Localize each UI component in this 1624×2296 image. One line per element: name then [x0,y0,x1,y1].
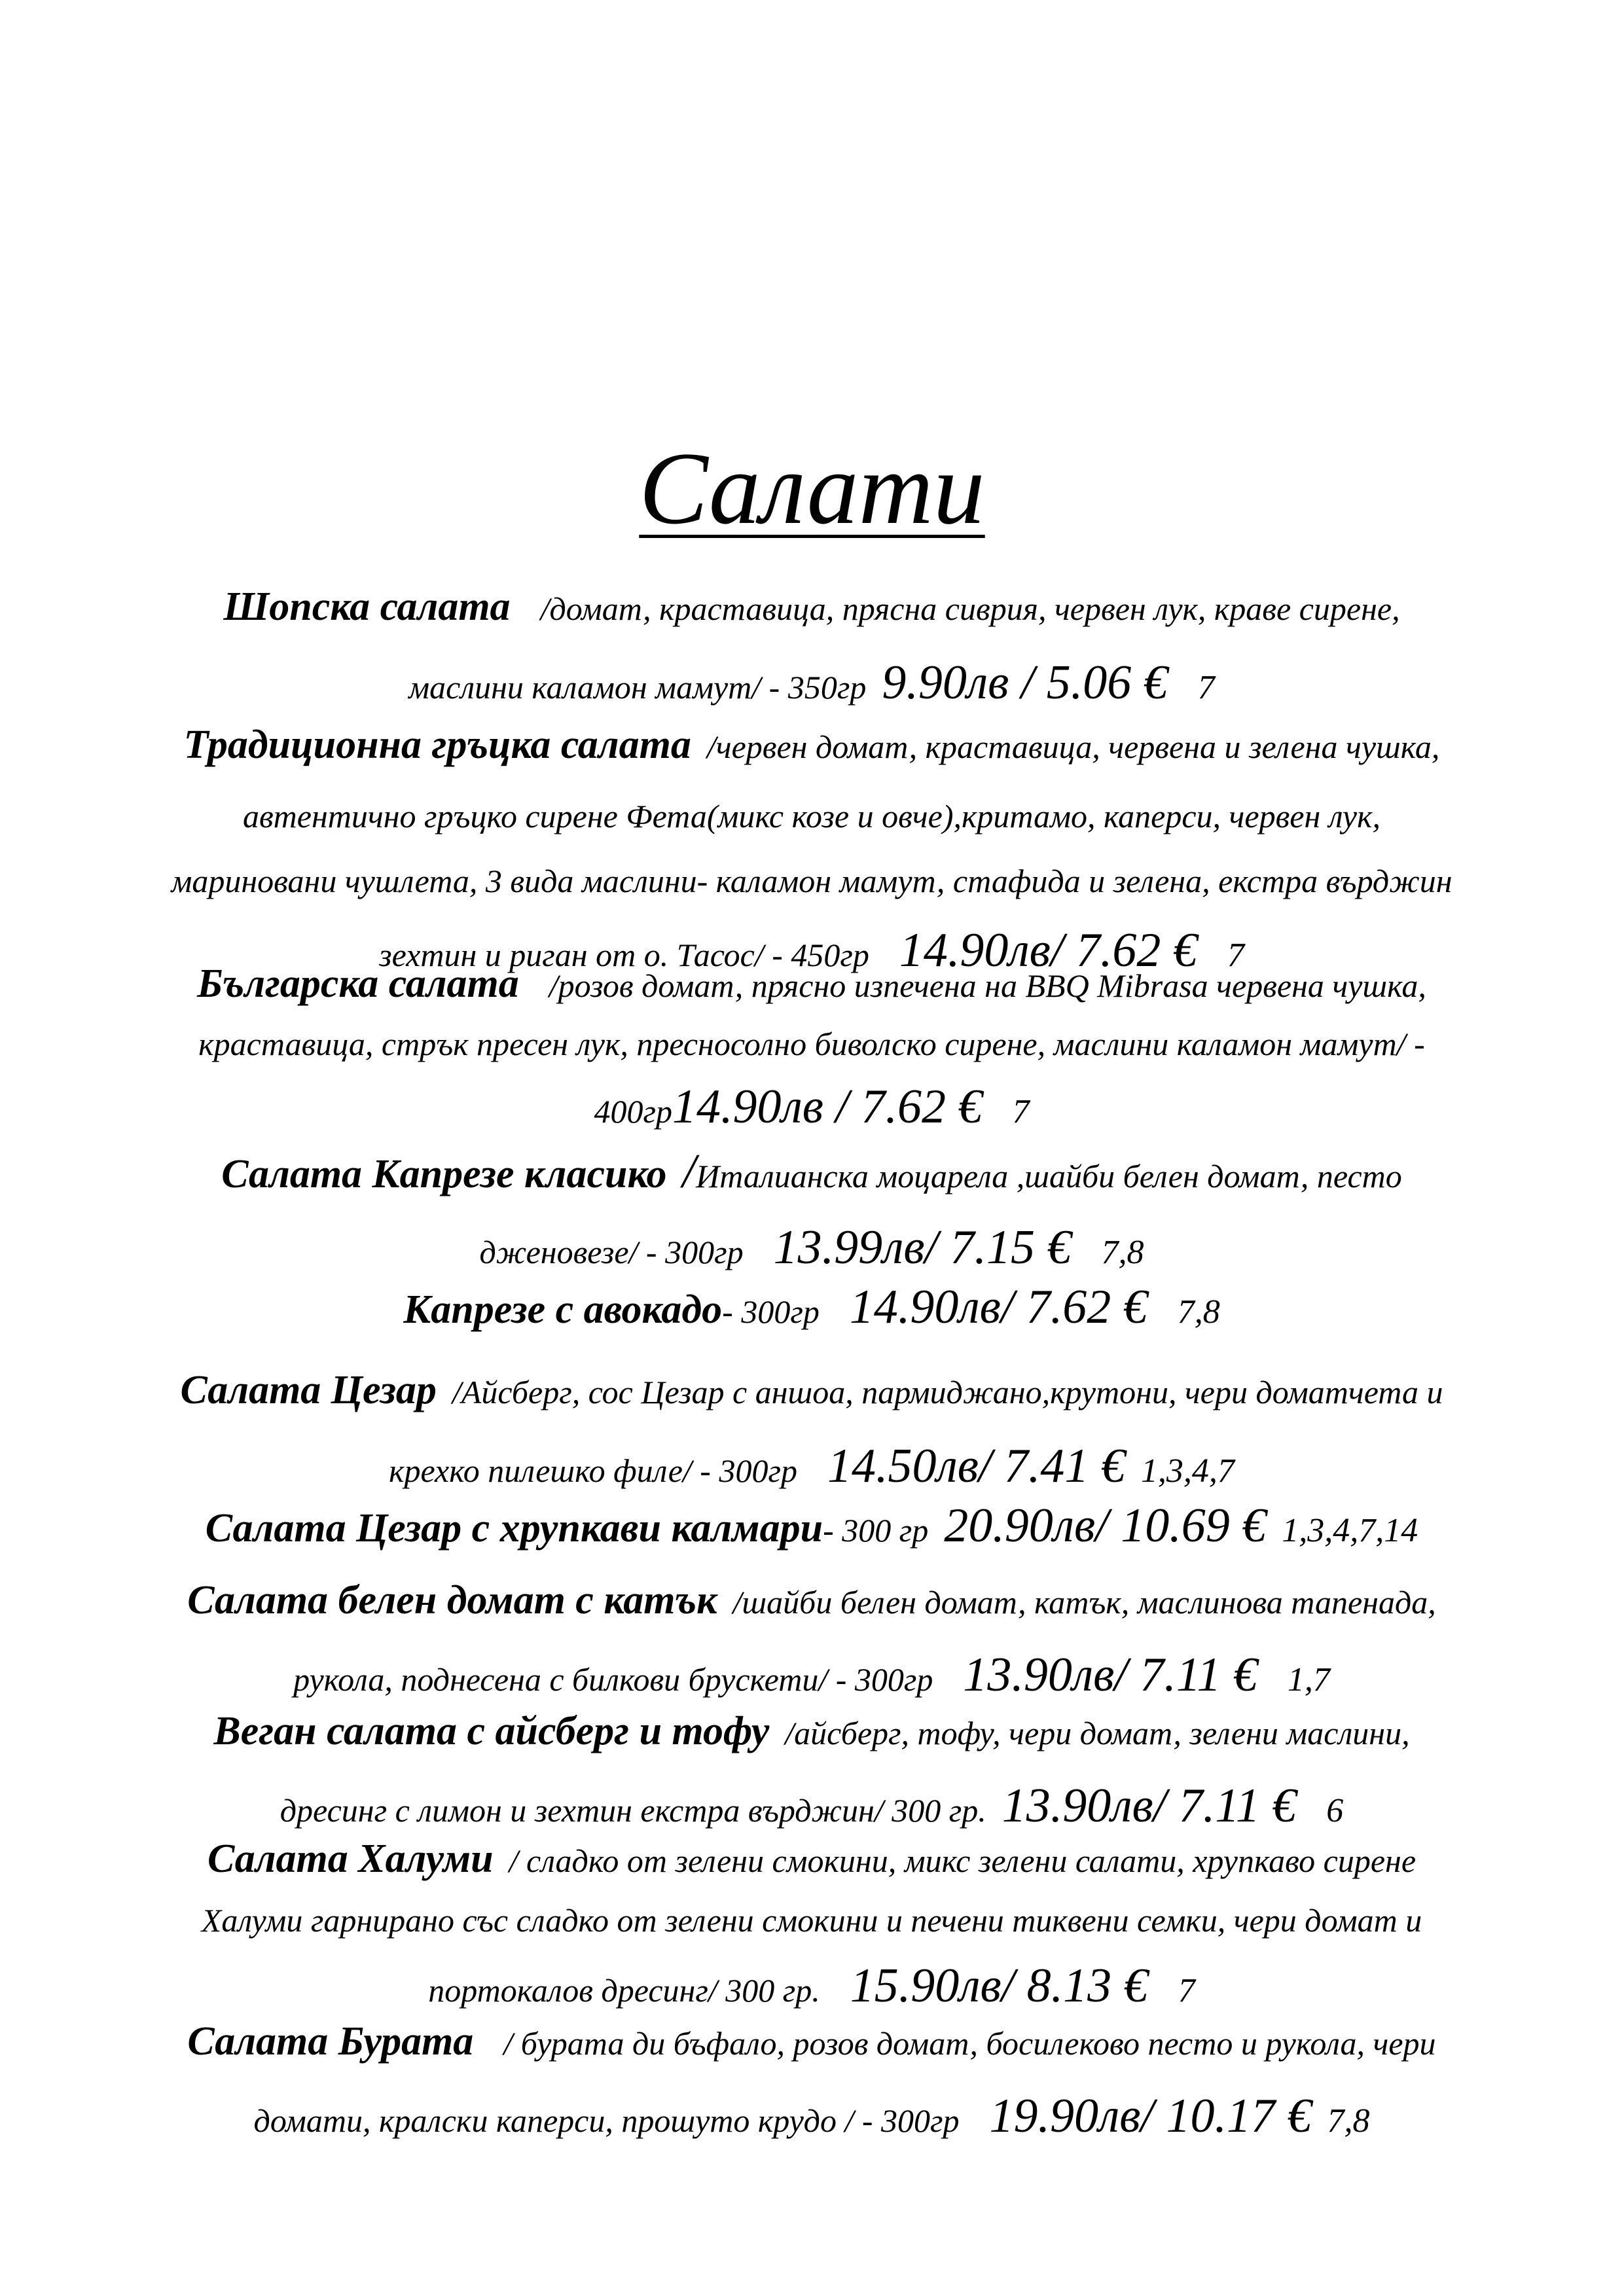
dish-name: Салата белен домат с катък [187,1578,717,1623]
dish-price: 14.90лв/ 7.62 € [849,1280,1147,1334]
dish-name: Шопска салата [223,584,511,629]
dish-allergens: 1,3,4,7,14 [1282,1512,1418,1549]
dish-description: дресинг с лимон и зехтин екстра върджин/ 300 гр. [280,1792,986,1829]
dish-description: мариновани чушлета, 3 вида маслини- каламон мамут, стафида и зелена, екстра върджин [171,863,1453,899]
dish-price: 14.90лв/ 7.62 € [899,924,1197,977]
dish-allergens: 7,8 [1101,1234,1144,1271]
dish-price: 20.90лв/ 10.69 € [944,1499,1267,1552]
menu-item-line [46,1897,1578,1952]
dish-allergens: 7 [1178,1972,1195,2009]
menu-item [46,1831,1578,2033]
dish-name: Салата Халуми [207,1837,494,1881]
dish-slash: / [682,1145,696,1198]
menu-item [46,713,1578,997]
dish-description: автентично гръцко сирене Фета(микс козе и овче),критамо, каперси, червен лук, [242,798,1381,834]
dish-price: 9.90лв / 5.06 € [882,656,1168,709]
menu-item [46,1568,1578,1719]
menu-item [46,1139,1578,1291]
dish-allergens: 1,7 [1287,1661,1330,1698]
menu-item [46,1356,1578,1511]
menu-item [46,1493,1578,1571]
dish-allergens: 7 [1227,937,1244,974]
dish-description: /айсберг, тофу, чери домат, зелени маслини, [785,1715,1410,1751]
dish-description: - 300 гр [823,1512,929,1549]
menu-item [46,957,1578,1151]
dish-allergens: 7,8 [1177,1293,1220,1331]
menu-item-line [46,1698,1578,1774]
dish-allergens: 1,3,4,7 [1140,1452,1235,1490]
dish-price: 13.90лв/ 7.11 € [1001,1779,1297,1833]
menu-item-line [46,1831,1578,1897]
dish-name: Капрезе с авокадо [403,1287,723,1332]
dish-description: крехко пилешко филе/ - 300гр [389,1452,797,1489]
dish-allergens: 7,8 [1327,2102,1370,2140]
menu-item-line [46,1139,1578,1217]
dish-price: 14.90лв / 7.62 € [672,1080,983,1134]
dish-description: Италианска моцарела ,шайби белен домат, песто [696,1158,1402,1194]
dish-price: 15.90лв/ 8.13 € [850,1959,1148,2013]
menu-item-line [46,2009,1578,2085]
dish-description: /червен домат, краставица, червена и зелена чушка, [706,728,1440,765]
dish-allergens: 7 [1012,1093,1030,1130]
dish-name: Традиционна гръцка салата [183,723,691,767]
dish-allergens: 6 [1326,1792,1344,1829]
dish-price: 13.90лв/ 7.11 € [963,1648,1257,1702]
dish-description: /розов домат, прясно изпечена на BBQ Mibrasa червена чушка, [549,967,1426,1004]
dish-description: маслини каламон мамут/ - 350гр [408,669,867,706]
menu-item-line [46,573,1578,651]
menu-item-line [46,713,1578,787]
menu-item-line [46,1274,1578,1353]
dish-name: Салата Бурата [187,2019,474,2064]
menu-item [46,1698,1578,1850]
dish-description: 400гр [594,1093,673,1130]
dish-description: - 300гр [722,1293,820,1330]
dish-description: зехтин и риган от о. Тасос/ - 450гр [379,937,869,973]
menu-item-line [46,2085,1578,2161]
menu-item [46,1274,1578,1353]
menu-item-line [46,787,1578,854]
dish-description: краставица, стрък пресен лук, пресносолно биволско сирене, маслини каламон мамут/ - [198,1026,1425,1062]
dish-description: /домат, краставица, прясна сиврия, червен лук, краве сирене, [540,590,1400,627]
dish-description: /шайби белен домат, катък, маслинова тапенада, [732,1584,1436,1621]
dish-price: 14.50лв/ 7.41 € [827,1439,1125,1493]
dish-description: /Айсберг, сос Цезар с аншоа, пармиджано,крутони, чери доматчета и [452,1374,1443,1410]
dish-description: / сладко от зелени смокини, микс зелени салати, хрупкаво сирене [509,1842,1416,1879]
dish-description: рукола, поднесена с билкови брускети/ - 300гр [293,1661,933,1698]
dish-description: / бурата ди бъфало, розов домат, босилеково песто и рукола, чери [503,2025,1436,2062]
dish-description: Халуми гарнирано със сладко от зелени смокини и печени тиквени семки, чери домат и [201,1902,1422,1939]
dish-description: дженовезе/ - 300гр [479,1234,744,1270]
menu-item-line [46,854,1578,916]
menu-item-line [46,957,1578,1021]
page-title: Салати [639,431,985,546]
menu-item [46,2009,1578,2161]
dish-name: Веган салата с айсберг и тофу [213,1709,770,1753]
menu-item-line [46,1356,1578,1435]
menu-item-line [46,1493,1578,1571]
dish-name: Салата Цезар с хрупкави калмари [205,1506,823,1551]
menu-item [46,573,1578,727]
menu-item-line [46,1568,1578,1643]
dish-allergens: 7 [1197,669,1215,706]
dish-name: Салата Цезар [180,1368,437,1412]
dish-description: портокалов дресинг/ 300 гр. [428,1972,820,2009]
dish-price: 13.99лв/ 7.15 € [773,1221,1072,1274]
dish-name: Българска салата [197,961,519,1006]
dish-description: домати, кралски каперси, прошуто крудо / - 300гр [253,2102,960,2139]
dish-name: Салата Капрезе класико [221,1152,667,1196]
menu-item-line [46,1021,1578,1075]
dish-price: 19.90лв/ 10.17 € [989,2089,1312,2143]
